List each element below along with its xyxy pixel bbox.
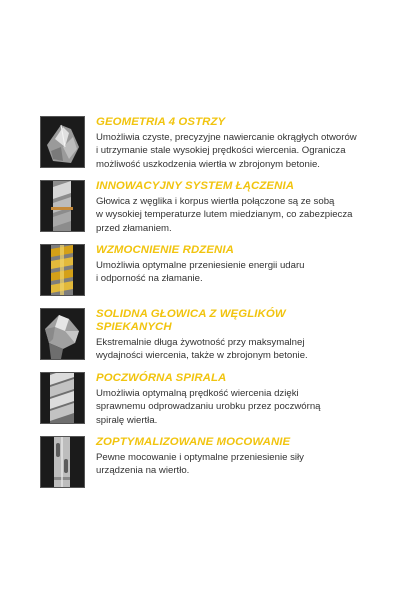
feature-title: INNOWACYJNY SYSTEM ŁĄCZENIA [96,180,295,192]
feature-description: Umożliwia czyste, precyzyjne nawiercanie okrągłych otworów i utrzymanie stale wysokiej prędkości wiercenia. Ogranicza możliwość uszkodzenia wiertła w zbrojonym betonie. [96,132,357,170]
drill-core-icon [40,244,85,296]
feature-description: Umożliwia optymalną prędkość wiercenia dzięki sprawnemu odprowadzaniu urobku przez poczwórną spiralę wiertła. [96,388,321,426]
drill-head-joint-icon [40,180,85,232]
feature-description: Pewne mocowanie i optymalne przeniesienie siły urządzenia na wiertło. [96,452,304,477]
feature-title: WZMOCNIENIE RDZENIA [96,244,234,256]
feature-title: GEOMETRIA 4 OSTRZY [96,116,226,128]
feature-description: Ekstremalnie długa żywotność przy maksymalnej wydajności wiercenia, także w zbrojonym betonie. [96,337,308,362]
drill-tip-4-blades-icon [40,116,85,168]
carbide-head-icon [40,308,85,360]
quad-spiral-icon [40,372,85,424]
feature-title: SOLIDNA GŁOWICA Z WĘGLIKÓW SPIEKANYCH [96,308,286,333]
feature-description: Umożliwia optymalne przeniesienie energii udaru i odporność na złamanie. [96,260,305,285]
feature-title: POCZWÓRNA SPIRALA [96,372,227,384]
sds-shank-icon [40,436,85,488]
feature-description: Głowica z węglika i korpus wiertła połączone są ze sobą w wysokiej temperaturze lutem miedzianym, co zabezpiecza przed złamaniem. [96,196,353,234]
feature-title: ZOPTYMALIZOWANE MOCOWANIE [96,436,291,448]
